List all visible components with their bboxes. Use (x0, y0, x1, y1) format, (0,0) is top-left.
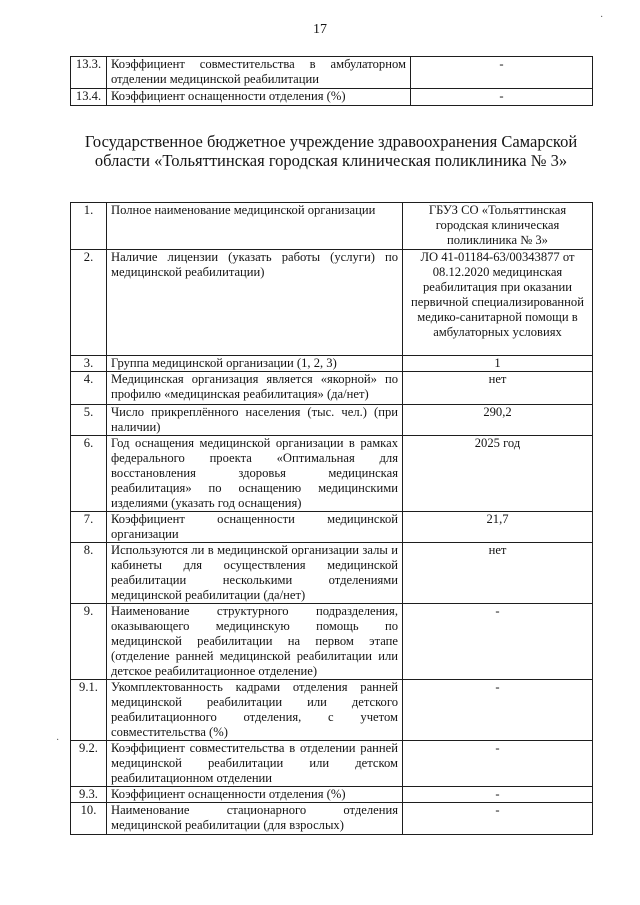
row-number: 8. (71, 543, 107, 604)
row-value: - (403, 787, 593, 803)
page-number: 17 (313, 22, 327, 37)
table-row (71, 89, 593, 106)
scan-speck: · (600, 12, 604, 23)
table-row (71, 803, 593, 835)
row-value: 2025 год (403, 436, 593, 512)
row-label: Коэффициент совместительства в амбулаторном отделении медицинской реабилитации (107, 57, 411, 89)
row-value: нет (403, 372, 593, 405)
scan-speck: · (56, 735, 60, 746)
row-label: Медицинская организация является «якорной» по профилю «медицинская реабилитация» (да/нет) (107, 372, 403, 405)
table-row (71, 741, 593, 787)
row-value: нет (403, 543, 593, 604)
table-row (71, 203, 593, 250)
row-label: Год оснащения медицинской организации в рамках федерального проекта «Оптимальная для восстановления здоровья медицинская реабилитация» по оснащению медицинскими изделиями (указать год оснащения) (107, 436, 403, 512)
organization-info-table (70, 202, 593, 835)
table-row (71, 405, 593, 436)
row-label: Коэффициент оснащенности медицинской организации (107, 512, 403, 543)
row-number: 4. (71, 372, 107, 405)
table-row (71, 604, 593, 680)
table-row (71, 250, 593, 356)
row-value: - (403, 680, 593, 741)
row-value: - (411, 57, 593, 89)
table-row (71, 787, 593, 803)
row-number: 10. (71, 803, 107, 835)
row-number: 9.3. (71, 787, 107, 803)
row-number: 9.1. (71, 680, 107, 741)
row-label: Группа медицинской организации (1, 2, 3) (107, 356, 403, 372)
row-number: 5. (71, 405, 107, 436)
row-label: Коэффициент совместительства в отделении ранней медицинской реабилитации или детском реабилитационном отделении (107, 741, 403, 787)
row-label: Коэффициент оснащенности отделения (%) (107, 89, 411, 106)
row-number: 6. (71, 436, 107, 512)
row-value: - (403, 741, 593, 787)
row-number: 13.4. (71, 89, 107, 106)
row-number: 2. (71, 250, 107, 356)
row-value: ГБУЗ СО «Тольяттинская городская клиническая поликлиника № 3» (403, 203, 593, 250)
row-label: Используются ли в медицинской организации залы и кабинеты для осуществления медицинской реабилитации несколькими отделениями медицинской реабилитации (да/нет) (107, 543, 403, 604)
table-row (71, 356, 593, 372)
row-value: 290,2 (403, 405, 593, 436)
row-label: Число прикреплённого населения (тыс. чел.) (при наличии) (107, 405, 403, 436)
row-value: ЛО 41-01184-63/00343877 от 08.12.2020 медицинская реабилитация при оказании первичной специализированной медико-санитарной помощи в амбулаторных условиях (403, 250, 593, 356)
row-label: Наличие лицензии (указать работы (услуги) по медицинской реабилитации) (107, 250, 403, 356)
row-number: 13.3. (71, 57, 107, 89)
row-number: 1. (71, 203, 107, 250)
top-continuation-table (70, 56, 593, 106)
table-row (71, 512, 593, 543)
table-row (71, 436, 593, 512)
table-row (71, 543, 593, 604)
table-row (71, 680, 593, 741)
row-value: - (403, 604, 593, 680)
row-number: 9.2. (71, 741, 107, 787)
row-number: 3. (71, 356, 107, 372)
row-label: Коэффициент оснащенности отделения (%) (107, 787, 403, 803)
row-value: 21,7 (403, 512, 593, 543)
row-number: 9. (71, 604, 107, 680)
row-value: 1 (403, 356, 593, 372)
row-label: Укомплектованность кадрами отделения ранней медицинской реабилитации или детского реабилитационного отделения, с учетом совместительства (%) (107, 680, 403, 741)
row-value: - (411, 89, 593, 106)
row-label: Наименование структурного подразделения, оказывающего медицинскую помощь по медицинской реабилитации на первом этапе (отделение ранней медицинской реабилитации или детское реабилитационное отделение) (107, 604, 403, 680)
row-label: Полное наименование медицинской организации (107, 203, 403, 250)
organization-heading: Государственное бюджетное учреждение здравоохранения Самарской области «Тольяттинская городская клиническая поликлиника № 3» (84, 132, 578, 170)
row-number: 7. (71, 512, 107, 543)
table-row (71, 57, 593, 89)
row-value: - (403, 803, 593, 835)
table-row (71, 372, 593, 405)
row-label: Наименование стационарного отделения медицинской реабилитации (для взрослых) (107, 803, 403, 835)
